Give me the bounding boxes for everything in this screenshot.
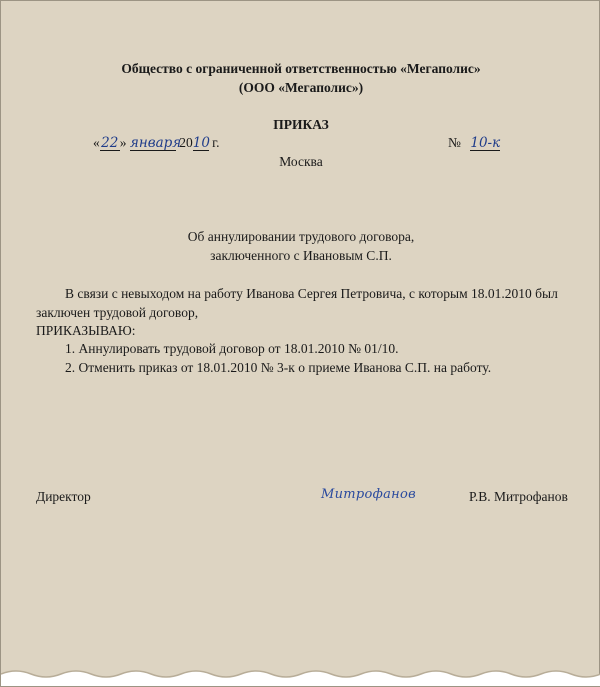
handwritten-signature: Митрофанов — [321, 487, 417, 502]
signer-name: Р.В. Митрофанов — [469, 489, 568, 504]
order-item-2: 2. Отменить приказ от 18.01.2010 № 3-к о приеме Иванова С.П. на работу. — [65, 360, 492, 375]
preamble-line-2: заключен трудовой договор, — [36, 305, 199, 320]
torn-edge — [1, 668, 600, 686]
date-month: января — [129, 135, 182, 151]
order-item-1: 1. Аннулировать трудовой договор от 18.01.2010 № 01/10. — [65, 341, 399, 356]
signer-position: Директор — [36, 489, 91, 504]
organization-short-name: (ООО «Мегаполис») — [238, 80, 364, 95]
order-number — [448, 135, 500, 151]
subject-line-2: заключенного с Ивановым С.П. — [210, 248, 392, 263]
organization-full-name: Общество с ограниченной ответственностью «Мегаполис» — [121, 61, 481, 76]
number-label: № — [448, 135, 461, 150]
date-year-prefix: 20 — [179, 135, 193, 150]
city: Москва — [279, 154, 323, 169]
order-date — [93, 135, 220, 151]
number-value: 10-к — [470, 135, 501, 151]
date-year-suffix: 10 — [192, 135, 210, 151]
date-close-quote: » — [119, 135, 127, 150]
date-day: 22 — [101, 135, 119, 151]
date-open-quote: « — [93, 135, 100, 150]
preamble-line-1: В связи с невыходом на работу Иванова Сергея Петровича, с которым 18.01.2010 был — [65, 286, 558, 301]
date-year-unit: г. — [212, 135, 220, 150]
document-title: ПРИКАЗ — [273, 117, 329, 132]
order-word: ПРИКАЗЫВАЮ: — [36, 323, 136, 338]
subject-line-1: Об аннулировании трудового договора, — [187, 229, 415, 244]
